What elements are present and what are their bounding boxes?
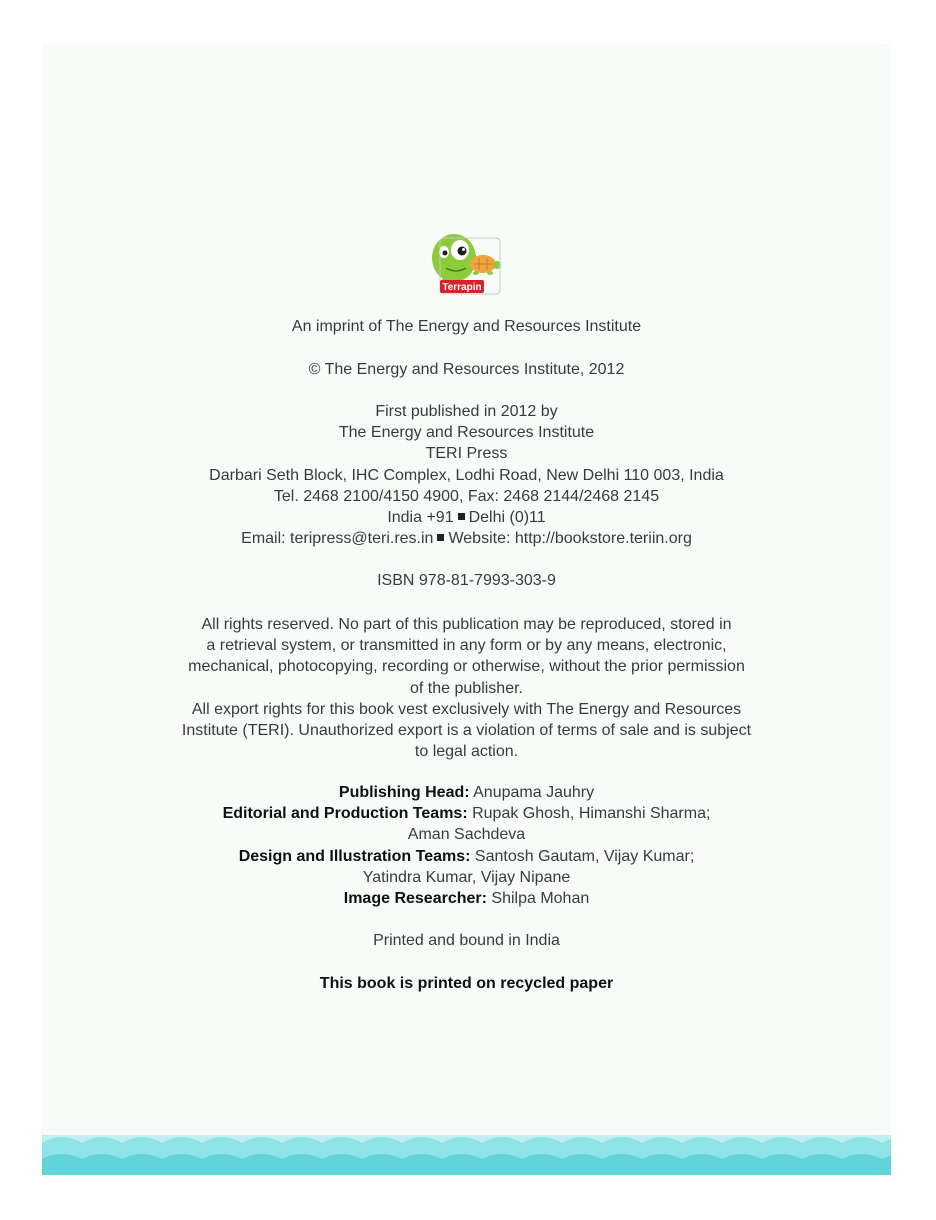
rights-line: All export rights for this book vest exclusively with The Energy and Resources	[191, 700, 742, 718]
publisher-tel-fax: Tel. 2468 2100/4150 4900, Fax: 2468 2144/2468 2145	[273, 487, 660, 505]
rights-line: to legal action.	[414, 743, 519, 761]
copyright-page	[42, 44, 891, 1175]
credit-design	[42, 846, 891, 867]
rights-line: Institute (TERI). Unauthorized export is a violation of terms of sale and is subject	[181, 722, 752, 740]
rights-block	[42, 614, 891, 762]
publisher-codes	[42, 507, 891, 528]
publisher-contact	[42, 528, 891, 549]
credit-label: Image Researcher:	[343, 890, 487, 908]
isbn-line	[42, 570, 891, 591]
country-code: India +91	[387, 509, 454, 527]
credit-label: Editorial and Production Teams:	[222, 805, 468, 823]
imprint: An imprint of The Energy and Resources Institute	[291, 318, 642, 335]
credit-value: Shilpa Mohan	[491, 890, 590, 908]
copyright: © The Energy and Resources Institute, 2012	[308, 361, 625, 378]
credit-design-cont: Yatindra Kumar, Vijay Nipane	[362, 868, 571, 886]
city-code: Delhi (0)11	[468, 509, 546, 527]
rights-line: All rights reserved. No part of this publication may be reproduced, stored in	[201, 616, 732, 633]
rights-line: a retrieval system, or transmitted in any form or by any means, electronic,	[206, 637, 727, 655]
square-bullet-icon	[437, 534, 444, 541]
isbn: ISBN 978-81-7993-303-9	[377, 572, 556, 589]
publisher-block	[42, 401, 891, 549]
credit-value: Anupama Jauhry	[473, 784, 595, 801]
publisher-email: Email: teripress@teri.res.in	[241, 530, 434, 548]
recycled-note: This book is printed on recycled paper	[319, 975, 614, 992]
wave-border	[42, 1125, 891, 1175]
credits-block	[42, 782, 891, 909]
first-published: First published in 2012 by	[375, 403, 558, 420]
imprint-line	[42, 316, 891, 337]
credit-publishing-head	[42, 782, 891, 803]
rights-line: mechanical, photocopying, recording or otherwise, without the prior permission	[188, 658, 745, 676]
copyright-line	[42, 359, 891, 380]
credit-value: Rupak Ghosh, Himanshi Sharma;	[472, 805, 711, 823]
credit-label: Publishing Head:	[338, 784, 470, 801]
credit-value: Santosh Gautam, Vijay Kumar;	[474, 847, 695, 865]
square-bullet-icon	[458, 513, 465, 520]
credit-editorial-cont: Aman Sachdeva	[407, 826, 526, 844]
publisher-name: The Energy and Resources Institute	[338, 424, 595, 442]
terrapin-logo	[426, 228, 506, 298]
rights-line: of the publisher.	[410, 679, 523, 697]
publisher-website: Website: http://bookstore.teriin.org	[448, 530, 692, 548]
credit-label: Design and Illustration Teams:	[238, 847, 471, 865]
publisher-address: Darbari Seth Block, IHC Complex, Lodhi Road, New Delhi 110 003, India	[209, 466, 724, 484]
recycled-line	[42, 973, 891, 994]
publisher-press: TERI Press	[425, 445, 508, 463]
credit-editorial	[42, 803, 891, 824]
printed: Printed and bound in India	[373, 932, 560, 949]
logo-label: Terrapin	[442, 282, 482, 293]
credit-image	[42, 888, 891, 909]
printed-line	[42, 930, 891, 951]
